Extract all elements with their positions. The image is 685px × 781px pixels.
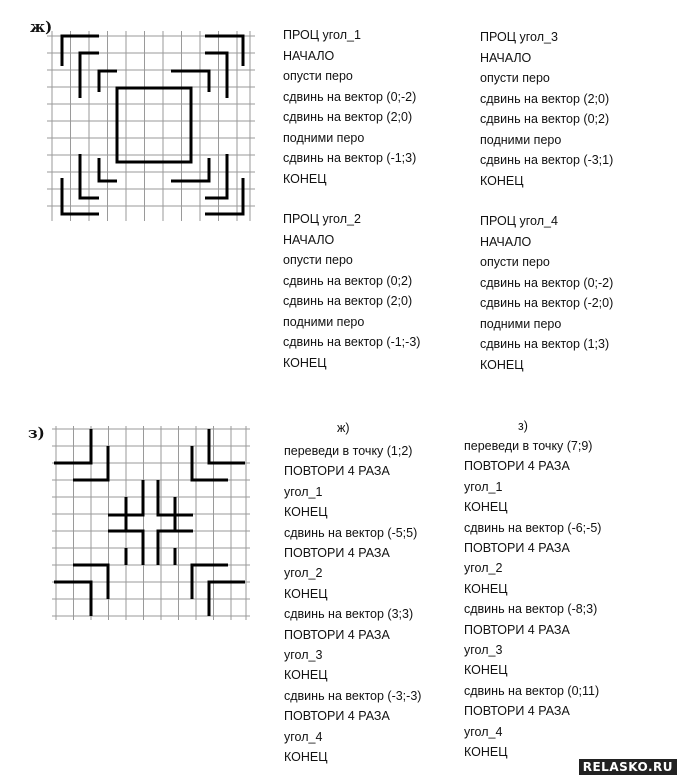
code-line: угол_1 bbox=[464, 479, 503, 494]
section-label-z: з) bbox=[28, 424, 45, 442]
code-line: опусти перо bbox=[480, 255, 550, 269]
code-line: НАЧАЛО bbox=[283, 48, 335, 63]
code-line: сдвинь на вектор (-1;3) bbox=[283, 151, 417, 165]
code-line: сдвинь на вектор (0;11) bbox=[464, 683, 600, 698]
code-line: опусти перо bbox=[480, 71, 550, 85]
code-line: НАЧАЛО bbox=[283, 232, 335, 247]
code-line: КОНЕЦ bbox=[464, 663, 508, 678]
code-line: сдвинь на вектор (1;3) bbox=[480, 337, 610, 351]
code-line: КОНЕЦ bbox=[464, 500, 508, 515]
code-line: ПРОЦ угол_1 bbox=[283, 28, 361, 42]
code-line: опусти перо bbox=[283, 69, 353, 83]
code-line: КОНЕЦ bbox=[284, 586, 328, 601]
code-line: угол_2 bbox=[464, 561, 503, 576]
watermark: RELASKO.RU bbox=[579, 759, 677, 775]
code-line: переведи в точку (7;9) bbox=[464, 439, 593, 453]
section-label-zh: ж) bbox=[30, 18, 53, 36]
code-line: сдвинь на вектор (0;-2) bbox=[480, 275, 614, 290]
code-line: угол_3 bbox=[464, 643, 503, 658]
program-z bbox=[464, 436, 601, 763]
code-line: ПОВТОРИ 4 РАЗА bbox=[284, 546, 390, 561]
code-line: сдвинь на вектор (-1;-3) bbox=[283, 335, 421, 349]
code-line: ПРОЦ угол_2 bbox=[283, 212, 361, 226]
proc-ugol-3 bbox=[480, 27, 613, 191]
proc-ugol-4 bbox=[480, 211, 613, 375]
code-line: КОНЕЦ bbox=[284, 668, 328, 683]
code-line: сдвинь на вектор (-3;1) bbox=[480, 153, 614, 167]
code-line: сдвинь на вектор (0;2) bbox=[283, 273, 413, 288]
program-header-z: з) bbox=[518, 419, 528, 433]
proc-ugol-2 bbox=[283, 209, 420, 373]
code-line: угол_4 bbox=[284, 729, 323, 744]
code-line: угол_1 bbox=[284, 484, 323, 499]
program-zh bbox=[284, 441, 421, 768]
code-line: ПОВТОРИ 4 РАЗА bbox=[464, 622, 570, 637]
code-line: сдвинь на вектор (-2;0) bbox=[480, 296, 614, 310]
code-line: сдвинь на вектор (0;-2) bbox=[283, 89, 417, 104]
figure-strokes bbox=[54, 429, 245, 616]
code-line: сдвинь на вектор (-6;-5) bbox=[464, 520, 602, 535]
code-line: угол_3 bbox=[284, 648, 323, 663]
grid-lines bbox=[47, 31, 255, 221]
code-line: подними перо bbox=[480, 316, 562, 331]
code-line: ПОВТОРИ 4 РАЗА bbox=[464, 541, 570, 556]
code-line: сдвинь на вектор (0;2) bbox=[480, 112, 610, 126]
code-line: подними перо bbox=[283, 314, 365, 329]
code-line: ПРОЦ угол_3 bbox=[480, 30, 558, 44]
code-line: НАЧАЛО bbox=[480, 234, 532, 249]
proc-ugol-1 bbox=[283, 25, 416, 189]
code-line: сдвинь на вектор (2;0) bbox=[283, 294, 413, 308]
code-line: КОНЕЦ bbox=[283, 171, 327, 186]
code-line: опусти перо bbox=[283, 253, 353, 267]
grid-figure-zh bbox=[47, 26, 257, 232]
code-line: ПОВТОРИ 4 РАЗА bbox=[284, 709, 390, 724]
code-line: сдвинь на вектор (2;0) bbox=[283, 110, 413, 124]
code-line: КОНЕЦ bbox=[480, 173, 524, 188]
code-line: КОНЕЦ bbox=[284, 750, 328, 765]
code-line: сдвинь на вектор (-3;-3) bbox=[284, 688, 422, 703]
code-line: угол_2 bbox=[284, 566, 323, 581]
code-line: переведи в точку (1;2) bbox=[284, 444, 413, 458]
code-line: КОНЕЦ bbox=[283, 355, 327, 370]
grid-figure-z bbox=[52, 424, 252, 624]
code-line: сдвинь на вектор (3;3) bbox=[284, 607, 414, 622]
grid-lines bbox=[52, 426, 250, 620]
code-line: подними перо bbox=[480, 132, 562, 147]
program-header-zh: ж) bbox=[337, 421, 350, 435]
code-line: КОНЕЦ bbox=[464, 745, 508, 760]
code-line: КОНЕЦ bbox=[480, 357, 524, 372]
code-line: ПОВТОРИ 4 РАЗА bbox=[464, 459, 570, 474]
code-line: подними перо bbox=[283, 130, 365, 145]
code-line: угол_4 bbox=[464, 724, 503, 739]
code-line: сдвинь на вектор (-8;3) bbox=[464, 602, 598, 617]
code-line: НАЧАЛО bbox=[480, 50, 532, 65]
code-line: сдвинь на вектор (2;0) bbox=[480, 91, 610, 106]
code-line: ПОВТОРИ 4 РАЗА bbox=[284, 627, 390, 642]
code-line: ПРОЦ угол_4 bbox=[480, 214, 558, 228]
code-line: сдвинь на вектор (-5;5) bbox=[284, 525, 418, 540]
code-line: КОНЕЦ bbox=[464, 581, 508, 596]
code-line: КОНЕЦ bbox=[284, 505, 328, 520]
code-line: ПОВТОРИ 4 РАЗА bbox=[284, 464, 390, 479]
code-line: ПОВТОРИ 4 РАЗА bbox=[464, 704, 570, 719]
